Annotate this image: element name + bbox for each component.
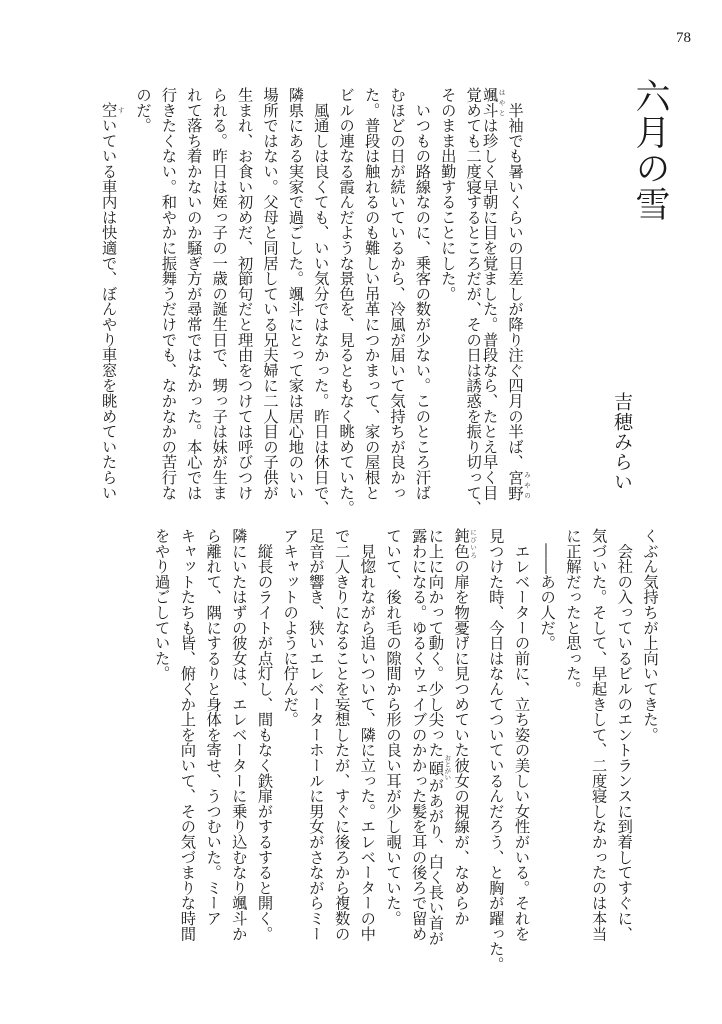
text-segment: で二人きりになることを妄想したが、すぐに後ろから複数の <box>332 528 351 942</box>
ruby-base: 鈍色 <box>452 528 471 559</box>
text-column <box>157 87 178 501</box>
page-number: 78 <box>676 30 691 46</box>
text-segment: くぶん気持ちが上向いてきた。 <box>641 528 659 743</box>
text-segment: 露わになる。ゆるくウェイブのかかった髪を耳の後ろで留め <box>409 528 428 942</box>
text-segment: に正解だったと思った。 <box>563 528 582 697</box>
ruby-base: 颯斗 <box>480 87 499 118</box>
text-segment: いている車内は快適で、ぼんやり車窓を眺めていたらい <box>99 117 118 501</box>
text-column <box>99 87 125 501</box>
text-column <box>462 87 483 516</box>
text-segment: 生まれ、お食い初めだ、初節句だと理由をつけては呼びつけ <box>235 87 254 501</box>
ruby-annotated-word <box>426 754 452 781</box>
text-column <box>356 528 377 942</box>
text-segment: に上に向かって動く。少し尖った <box>426 528 445 758</box>
ruby-annotated-word <box>506 469 531 501</box>
ruby-reading: おとがい <box>443 754 452 781</box>
text-column <box>426 528 452 946</box>
text-column <box>183 87 201 500</box>
ruby-reading: みやの <box>523 469 531 501</box>
text-segment: むほどの日が続いているから、冷風が届いて気持ちが良かっ <box>388 87 406 501</box>
text-column <box>437 87 455 301</box>
text-column <box>485 528 503 972</box>
text-segment: エレベーターの前に、立ち姿の美しい女性がいる。それを <box>512 528 531 942</box>
text-column <box>511 528 529 941</box>
text-column <box>411 87 432 501</box>
ruby-annotated-word <box>480 87 506 118</box>
text-segment: 隣県にある実家で過ごした。颯斗にとって家は居心地のいい <box>286 87 305 501</box>
text-column <box>536 528 557 651</box>
ruby-reading: にびいろ <box>469 528 478 559</box>
text-column <box>562 528 580 696</box>
text-segment <box>100 87 118 102</box>
text-segment: 縦長のライトが点灯し、間もなく鉄扉がするすると開く。 <box>255 528 274 942</box>
text-segment: ――あの人だ。 <box>538 528 557 651</box>
text-segment: 見つけた時、今日はなんてついているんだろう、と胸が躍った。 <box>486 528 505 972</box>
text-segment: 会社の入っているビルのエントランスに到着してすぐに、 <box>615 528 634 942</box>
text-column <box>588 528 606 941</box>
text-segment: ビルの連なる霞んだような景色を、見るともなく眺めていた。 <box>337 87 356 516</box>
text-segment: られる。昨日は姪っ子の一歳の誕生日で、甥っ子は妹が生ま <box>210 87 229 501</box>
text-column <box>639 528 657 742</box>
text-segment: 見惚れながら追いついて、隣に立った。エレベーターの中 <box>358 528 377 942</box>
text-segment: ら離れて、隅にするりと身体を寄せ、うつむいた。ミーア <box>204 528 223 926</box>
text-column <box>331 528 349 941</box>
text-segment: のだ。 <box>134 87 152 133</box>
story-title: 六月の雪 <box>630 78 670 222</box>
text-segment: 場所ではない。父母と同居している兄夫婦に二人目の子供が <box>261 87 279 501</box>
text-column <box>480 87 506 501</box>
ruby-annotated-word <box>452 528 478 559</box>
text-column <box>386 87 404 500</box>
text-segment: キャットたちも皆、俯くか上を向いて、その気づまりな時間 <box>178 528 197 942</box>
text-column <box>234 87 252 500</box>
text-segment: 行きたくない。和やかに振舞うだけでも、なかなかの苦行な <box>159 87 178 501</box>
text-column <box>202 528 223 926</box>
text-segment: があがり、白く長い首が <box>426 777 445 946</box>
author-name: 吉穂みらい <box>611 392 633 492</box>
text-segment: た。普段は触れるのも難しい吊革につかまって、家の屋根と <box>362 87 381 501</box>
text-column <box>176 528 197 942</box>
text-segment: 気づいた。そして、早起きして、二度寝しなかったのは本当 <box>589 528 608 942</box>
ruby-base: 空 <box>99 102 118 118</box>
text-column <box>613 528 634 942</box>
ruby-base: 頤 <box>426 754 445 781</box>
text-column <box>254 528 272 941</box>
text-segment: は珍しく早朝に目を覚ました。普段なら、たとえ早く目 <box>480 117 499 501</box>
text-column <box>279 528 300 727</box>
text-column <box>408 528 426 941</box>
text-segment: れて落ち着かないのか騒ぎ方が尋常ではなかった。本心では <box>184 87 203 501</box>
text-column <box>506 87 531 501</box>
text-segment: の扉を物憂げに見つめていた彼女の視線が、なめらか <box>452 558 471 926</box>
text-column <box>310 87 328 515</box>
text-segment: ていて、後れ毛の隙間から形の良い耳が少し覗いていた。 <box>384 528 402 926</box>
text-column <box>305 528 323 941</box>
text-segment: そのまま出勤することにした。 <box>438 87 457 302</box>
text-segment: 足音が響き、狭いエレベーターホールに男女がさながらミー <box>306 528 325 942</box>
text-column <box>361 87 379 500</box>
text-column <box>382 528 400 926</box>
text-column <box>284 87 305 501</box>
text-column <box>132 87 150 133</box>
ruby-reading: はやと <box>497 87 506 118</box>
text-segment: 覚めても二度寝するところだが、その日は誘惑を振り切って、 <box>464 87 483 516</box>
ruby-reading: す <box>116 102 125 118</box>
text-column <box>151 528 169 681</box>
text-column <box>228 528 246 941</box>
text-column <box>259 87 277 500</box>
text-segment: 隣にいたはずの彼女は、エレベーターに乗り込むなり颯斗か <box>229 528 248 942</box>
text-segment: 半袖でも暑いくらいの日差しが降り注ぐ四月の半ば、 <box>506 87 524 470</box>
text-segment: 風通しは良くても、いい気分ではなかった。昨日は休日で、 <box>311 87 330 516</box>
text-column <box>452 528 478 926</box>
text-segment: をやり過ごしていた。 <box>152 528 171 681</box>
text-segment: いつもの路線なのに、乗客の数が少ない。このところ汗ば <box>413 87 432 501</box>
ruby-annotated-word <box>99 102 125 118</box>
text-column <box>335 87 356 516</box>
text-column <box>208 87 229 501</box>
text-segment: アキャットのように佇んだ。 <box>281 528 300 727</box>
ruby-base: 宮野 <box>506 469 524 501</box>
